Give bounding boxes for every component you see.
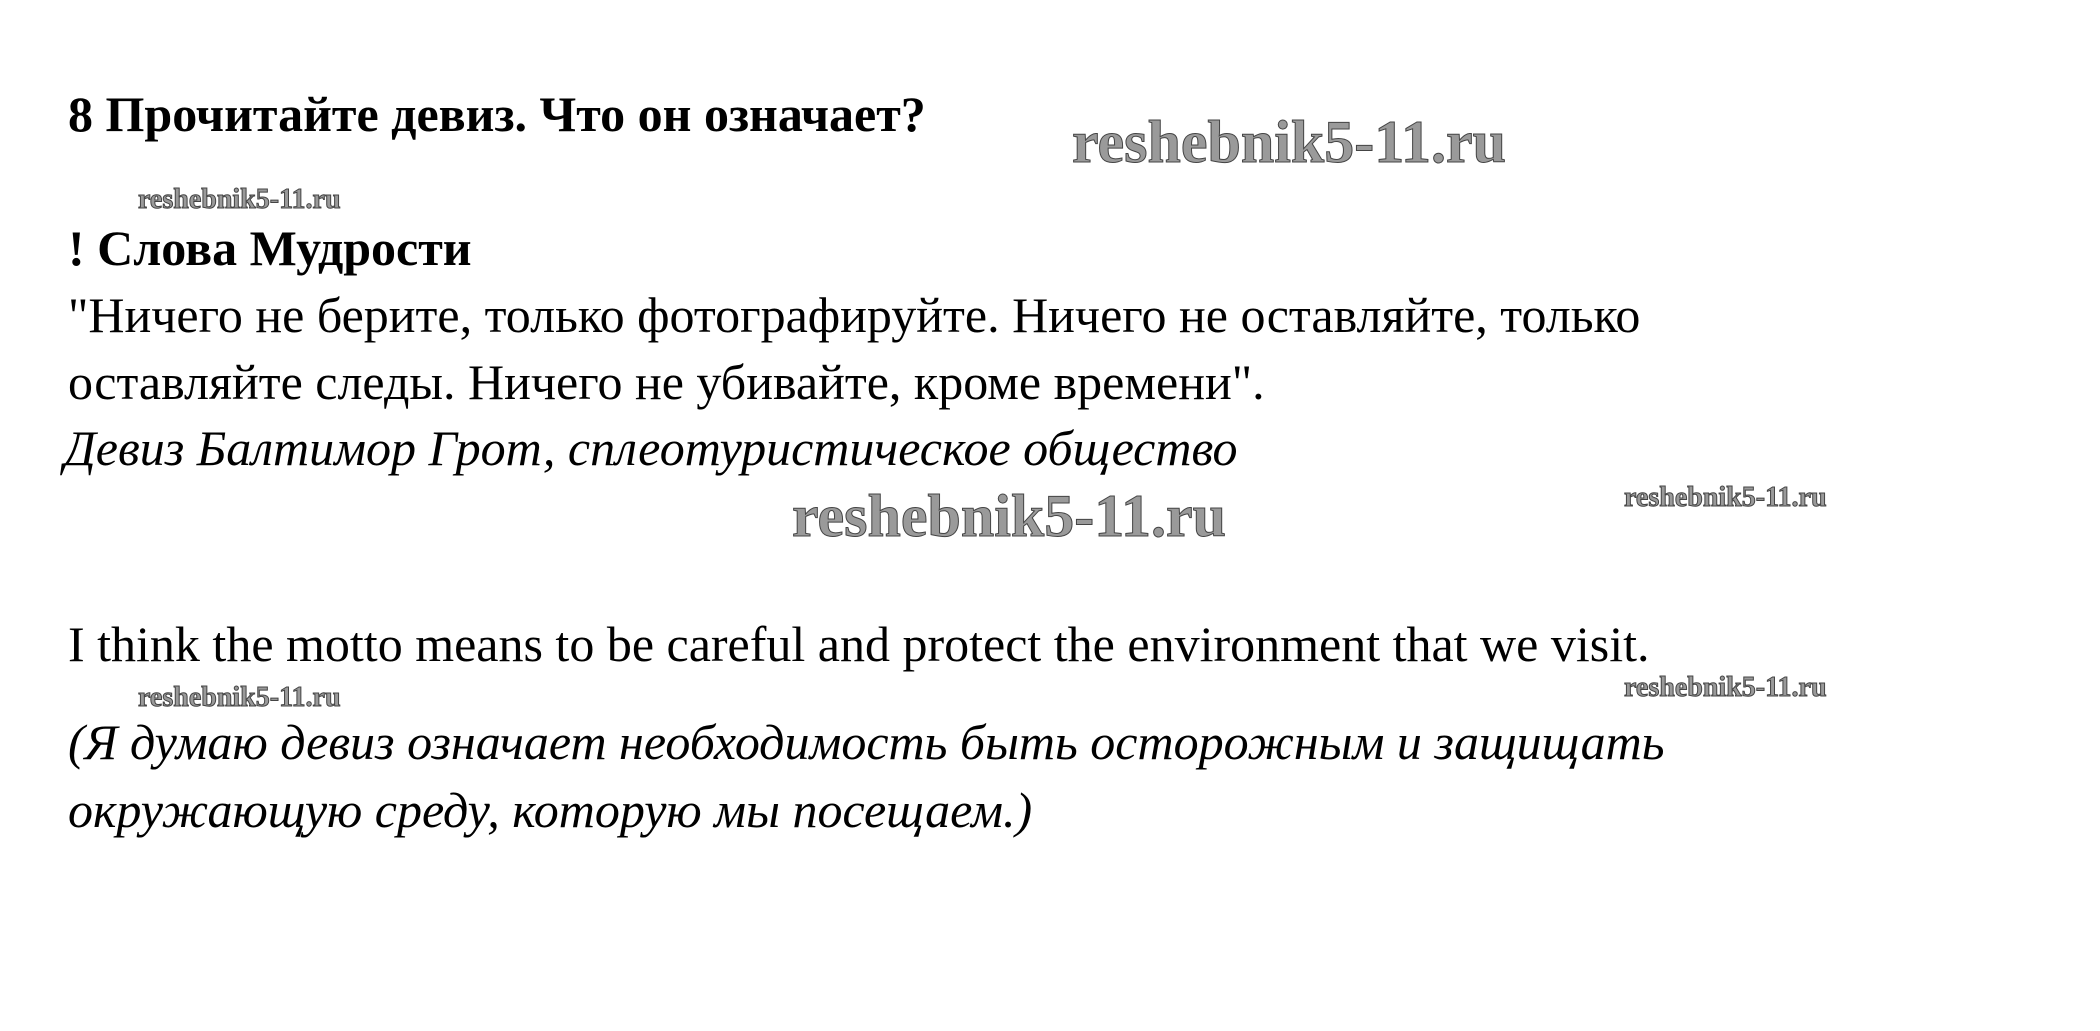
answer-english: I think the motto means to be careful and protect the environment that we visit.	[68, 616, 1650, 672]
watermark: reshebnik5-11.ru	[138, 682, 341, 713]
quote-line-2: оставляйте следы. Ничего не убивайте, кроме времени".	[68, 354, 1265, 410]
quote-attribution: Девиз Балтимор Грот, сплеотуристическое общество	[64, 420, 1238, 476]
watermark: reshebnik5-11.ru	[1624, 482, 1827, 513]
watermark: reshebnik5-11.ru	[792, 483, 1226, 549]
watermark: reshebnik5-11.ru	[1624, 672, 1827, 703]
answer-translation-line-1: (Я думаю девиз означает необходимость быть осторожным и защищать	[68, 714, 1665, 770]
section-title: ! Слова Мудрости	[68, 220, 472, 276]
task-heading: 8 Прочитайте девиз. Что он означает?	[68, 86, 926, 142]
quote-line-1: "Ничего не берите, только фотографируйте. Ничего не оставляйте, только	[68, 287, 1641, 343]
watermark: reshebnik5-11.ru	[1072, 109, 1506, 175]
answer-translation-line-2: окружающую среду, которую мы посещаем.)	[68, 782, 1033, 838]
watermark: reshebnik5-11.ru	[138, 184, 341, 215]
